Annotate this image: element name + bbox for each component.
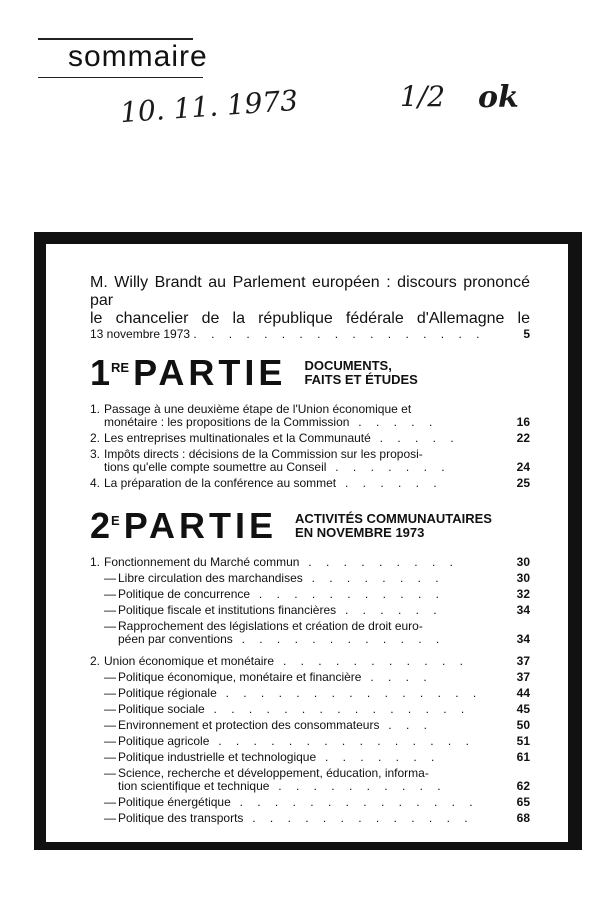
part1-item[interactable] — [90, 403, 530, 429]
item-text-wrap — [104, 477, 506, 490]
part2-sub-item[interactable] — [90, 735, 530, 748]
item-text-wrap — [104, 432, 506, 445]
item-text: Politique sociale — [118, 702, 205, 716]
item-text: Politique régionale — [118, 686, 217, 700]
dot-leader: . . . — [379, 718, 433, 732]
dot-leader: . . . . . . . — [326, 460, 451, 474]
item-text-wrap — [118, 572, 506, 585]
part2-sub-item[interactable] — [90, 719, 530, 732]
contents-frame — [34, 232, 582, 850]
dash-bullet: — — [104, 750, 116, 764]
item-text-wrap — [118, 719, 506, 732]
section-text-wrap — [104, 655, 506, 668]
dash-bullet: — — [104, 811, 116, 825]
item-text: Rapprochement des législations et création de droit euro- — [118, 619, 423, 633]
dot-leader: . . . . . — [349, 415, 438, 429]
contents-body — [90, 274, 530, 825]
item-text: Impôts directs : décisions de la Commission sur les proposi- — [104, 447, 423, 461]
section-page: 37 — [516, 654, 530, 668]
intro-line-3-wrap — [90, 328, 506, 341]
item-page: 34 — [516, 632, 530, 646]
part1-item[interactable] — [90, 432, 530, 445]
dash-bullet: — — [104, 795, 116, 809]
item-text-wrap — [118, 751, 506, 764]
dash-bullet: — — [104, 587, 116, 601]
dash-bullet: — — [104, 571, 116, 585]
dot-leader: . . . . . . . . . . . . . . . — [209, 734, 475, 748]
dash-bullet: — — [104, 603, 116, 617]
dash-bullet: — — [104, 734, 116, 748]
item-number: 2. — [90, 431, 101, 445]
part1-number: 1 — [90, 352, 112, 393]
dot-leader: . . . . . . — [336, 603, 443, 617]
item-text-wrap — [118, 588, 506, 601]
part2-heading — [90, 505, 530, 546]
dot-leader: . . . . . . . . . . . . . . . — [204, 702, 470, 716]
part2-subtitle-2: EN NOVEMBRE 1973 — [295, 525, 425, 540]
item-page: 32 — [516, 587, 530, 601]
part1-subtitle-2: FAITS ET ÉTUDES — [304, 372, 418, 387]
intro-page: 5 — [523, 327, 530, 341]
item-text: Politique fiscale et institutions financières — [118, 603, 337, 617]
item-page: 68 — [516, 811, 530, 825]
dash-bullet: — — [104, 766, 116, 780]
part2-sub-item[interactable] — [90, 572, 530, 585]
intro-line-2: le chancelier de la république fédérale d'Allemagne le — [90, 310, 530, 327]
item-page: 44 — [516, 686, 530, 700]
dot-leader: . . . . . . . . — [302, 571, 445, 585]
dot-leader: . . . . . . . — [316, 750, 440, 764]
part2-section[interactable] — [90, 556, 530, 569]
dot-leader: . . . . . . . . . . . — [274, 654, 469, 668]
item-text: Libre circulation des marchandises — [118, 571, 303, 585]
dot-leader: . . . . — [361, 670, 433, 684]
section-number: 1. — [90, 555, 101, 569]
dash-bullet: — — [104, 718, 116, 732]
handwritten-ok: ok — [478, 80, 519, 115]
sub-item-line-2 — [104, 633, 530, 646]
item-page: 61 — [516, 750, 530, 764]
sub-item-line-2 — [104, 780, 530, 793]
dot-leader: . . . . . . . . . . . — [250, 587, 445, 601]
item-text: Politique agricole — [118, 734, 210, 748]
part2-word: PARTIE — [123, 505, 278, 546]
item-page: 34 — [516, 603, 530, 617]
item-text: Politique industrielle et technologique — [118, 750, 317, 764]
part2-sub-item[interactable] — [90, 796, 530, 809]
item-page: 65 — [516, 795, 530, 809]
item-page: 22 — [516, 431, 530, 445]
item-text-wrap — [118, 633, 506, 646]
dot-leader: . . . . . . . . . . — [269, 779, 447, 793]
dash-bullet: — — [104, 619, 116, 633]
part2-ordinal: E — [111, 513, 120, 528]
section-title: Fonctionnement du Marché commun — [104, 555, 300, 569]
item-page: 45 — [516, 702, 530, 716]
item-text-wrap — [118, 687, 506, 700]
dot-leader: . . . . . . . . . . . . . — [243, 811, 474, 825]
part2-sub-item[interactable] — [90, 751, 530, 764]
part1-item-3-line-2 — [90, 461, 530, 474]
dash-bullet: — — [104, 670, 116, 684]
part2-sub-item[interactable] — [90, 703, 530, 716]
dot-leader: . . . . . . . . . . . . . . — [230, 795, 479, 809]
part2-sub-item[interactable] — [90, 620, 530, 646]
item-text-wrap — [118, 812, 506, 825]
dash-bullet: — — [104, 702, 116, 716]
part1-ordinal: RE — [111, 360, 130, 375]
item-text-wrap — [118, 604, 506, 617]
part2-sub-item[interactable] — [90, 767, 530, 793]
item-text: Politique des transports — [118, 811, 244, 825]
section-text-wrap — [104, 556, 506, 569]
part1-word: PARTIE — [133, 352, 287, 393]
part1-subtitle — [304, 359, 417, 391]
item-text-wrap — [118, 735, 506, 748]
part2-sub-item[interactable] — [90, 588, 530, 601]
item-text: Passage à une deuxième étape de l'Union économique et — [104, 402, 412, 416]
item-text-wrap — [104, 416, 506, 429]
section-page: 30 — [516, 555, 530, 569]
intro-last-line — [90, 328, 530, 341]
item-text: Politique énergétique — [118, 795, 231, 809]
part2-sub-item[interactable] — [90, 604, 530, 617]
section-number: 2. — [90, 654, 101, 668]
part1-item[interactable] — [90, 448, 530, 474]
part2-subtitle — [295, 512, 492, 544]
dot-leader: . . . . . . . . . — [299, 555, 459, 569]
item-text-wrap — [118, 796, 506, 809]
dot-leader: . . . . . . . . . . . . — [232, 632, 445, 646]
part2-sub-item[interactable] — [90, 671, 530, 684]
intro-line-3: 13 novembre 1973 — [90, 327, 191, 341]
part2-number: 2 — [90, 505, 112, 546]
handwritten-code: 1/2 — [400, 80, 446, 113]
part1-item-1-line-2 — [90, 416, 530, 429]
item-page: 37 — [516, 670, 530, 684]
item-page: 62 — [516, 779, 530, 793]
item-text-wrap — [118, 780, 506, 793]
part1-subtitle-1: DOCUMENTS, — [304, 358, 392, 373]
item-text: La préparation de la conférence au sommet — [104, 476, 337, 490]
dot-leader: . . . . . . . . . . . . . . . . . — [193, 327, 485, 341]
item-text: Science, recherche et développement, éducation, informa- — [118, 766, 429, 780]
part2-subtitle-1: ACTIVITÉS COMMUNAUTAIRES — [295, 511, 492, 526]
item-text-cont: tion scientifique et technique — [118, 779, 270, 793]
item-text-wrap — [118, 703, 506, 716]
part1-heading — [90, 352, 530, 393]
part2-sub-item[interactable] — [90, 687, 530, 700]
item-number: 3. — [90, 447, 101, 461]
handwritten-date: 10. 11. 1973 — [119, 83, 300, 130]
title-bottom-rule — [38, 77, 203, 78]
item-text-cont: péen par conventions — [118, 632, 233, 646]
intro-entry[interactable] — [90, 274, 530, 341]
item-number: 4. — [90, 476, 101, 490]
dot-leader: . . . . . . . . . . . . . . . — [216, 686, 482, 700]
item-page: 24 — [516, 460, 530, 474]
item-number: 1. — [90, 402, 101, 416]
item-text-wrap — [118, 671, 506, 684]
part2-section[interactable] — [90, 655, 530, 668]
intro-line-1: M. Willy Brandt au Parlement européen : discours prononcé par — [90, 274, 530, 309]
dash-bullet: — — [104, 686, 116, 700]
page-title: sommaire — [68, 40, 208, 73]
item-text-wrap — [104, 461, 506, 474]
dot-leader: . . . . . — [370, 431, 460, 445]
item-text: Politique économique, monétaire et financière — [118, 670, 362, 684]
item-page: 50 — [516, 718, 530, 732]
item-page: 16 — [516, 415, 530, 429]
item-page: 25 — [516, 476, 530, 490]
item-text-cont: tions qu'elle compte soumettre au Conseil — [104, 460, 327, 474]
item-text: Environnement et protection des consommateurs — [118, 718, 380, 732]
item-text-cont: monétaire : les propositions de la Commission — [104, 415, 350, 429]
dot-leader: . . . . . . — [336, 476, 443, 490]
section-title: Union économique et monétaire — [104, 654, 275, 668]
item-text: Les entreprises multinationales et la Communauté — [104, 431, 371, 445]
item-text: Politique de concurrence — [118, 587, 251, 601]
item-page: 30 — [516, 571, 530, 585]
item-page: 51 — [516, 734, 530, 748]
part2-sub-item[interactable] — [90, 812, 530, 825]
part1-item[interactable] — [90, 477, 530, 490]
